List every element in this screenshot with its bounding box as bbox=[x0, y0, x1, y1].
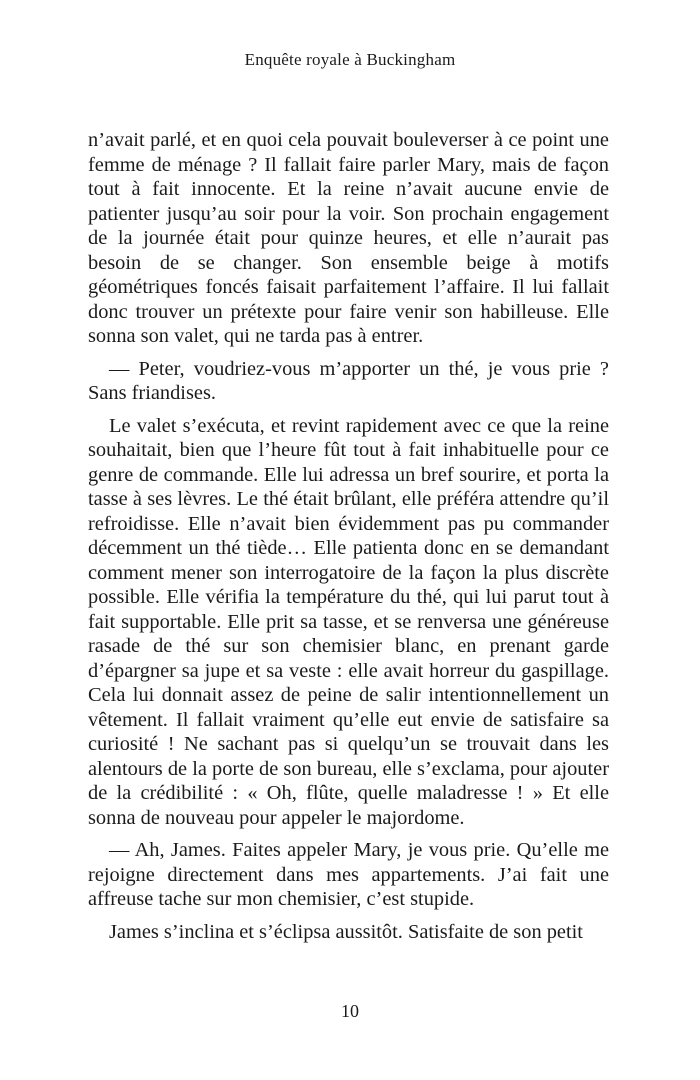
paragraph-continued: n’avait parlé, et en quoi cela pouvait bouleverser à ce point une femme de ménage ? Il fallait faire parler Mary, mais de façon tout à fait innocente. Et la reine n’avait aucune envie de patienter jusqu’au soir pour la voir. Son prochain engagement de la journée était pour quinze heures, et elle n’aurait pas besoin de se changer. Son ensemble beige à motifs géométriques foncés faisait parfaitement l’affaire. Il lui fallait donc trouver un prétexte pour faire venir son habilleuse. Elle sonna son valet, qui ne tarda pas à entrer. bbox=[88, 129, 609, 347]
paragraph-final: James s’inclina et s’éclipsa aussitôt. Satisfaite de son petit bbox=[109, 920, 583, 943]
paragraph-dialogue-peter: — Peter, voudriez-vous m’apporter un thé, je vous prie ? Sans friandises. bbox=[88, 357, 609, 404]
paragraph-narration: Le valet s’exécuta, et revint rapidement avec ce que la reine souhaitait, bien que l’heure fût tout à fait inhabituelle pour ce genre de commande. Elle lui adressa un bref sourire, et porta la tasse à ses lèvres. Le thé était brûlant, elle préféra attendre qu’il refroidisse. Elle n’avait bien évidemment pas pu commander décemment un thé tiède… Elle patienta donc en se demandant comment mener son interrogatoire de la façon la plus discrète possible. Elle vérifia la température du thé, qui lui parut tout à fait supportable. Elle prit sa tasse, et se renversa une généreuse rasade de thé sur son chemisier blanc, en prenant garde d’épargner sa jupe et sa veste : elle avait horreur du gaspillage. Cela lui donnait assez de peine de salir intentionnellement un vêtement. Il fallait vraiment qu’elle eut envie de satisfaire sa curiosité ! Ne sachant pas si quelqu’un se trouvait dans les alentours de la porte de son bureau, elle s’exclama, pour ajouter de la crédibilité : « Oh, flûte, quelle maladresse ! » Et elle sonna de nouveau pour appeler le majordome. bbox=[88, 414, 609, 829]
running-title: Enquête royale à Buckingham bbox=[244, 50, 456, 69]
page-number: 10 bbox=[341, 1001, 359, 1021]
paragraph-dialogue-james: — Ah, James. Faites appeler Mary, je vous prie. Qu’elle me rejoigne directement dans mes appartements. J’ai fait une affreuse tache sur mon chemisier, c’est stupide. bbox=[88, 839, 609, 910]
body-text bbox=[88, 128, 609, 952]
